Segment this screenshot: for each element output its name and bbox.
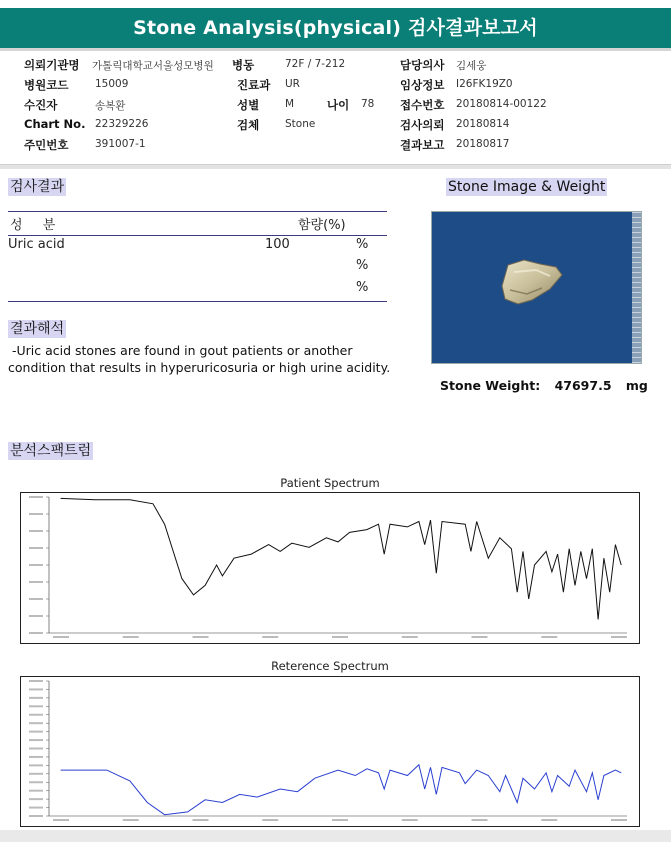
row2-unit: % xyxy=(356,258,369,273)
row1-value: 100 xyxy=(265,237,290,252)
y-tick-label xyxy=(29,680,43,682)
y-tick-label xyxy=(29,722,43,724)
specimen-value: Stone xyxy=(285,118,316,130)
age-value: 78 xyxy=(361,98,375,110)
report-title-bar xyxy=(0,8,671,48)
weight-unit: mg xyxy=(625,378,648,393)
x-tick-label xyxy=(332,636,348,638)
institution-label: 의뢰기관명 xyxy=(24,58,80,72)
y-tick-label xyxy=(29,773,43,775)
id-no-value: 391007-1 xyxy=(95,138,146,150)
reference-spectrum-plot xyxy=(21,677,639,826)
x-tick-label xyxy=(262,819,278,821)
specimen-label: 검체 xyxy=(237,118,260,132)
section-divider xyxy=(0,164,671,169)
y-tick-label xyxy=(29,781,43,783)
clinical-info-value: I26FK19Z0 xyxy=(456,78,513,90)
institution-value: 가톨릭대학교서울성모병원 xyxy=(92,60,214,72)
y-tick-label xyxy=(29,530,43,532)
y-tick-label xyxy=(29,731,43,733)
receipt-no-value: 20180814-00122 xyxy=(456,98,547,110)
x-tick-label xyxy=(123,636,139,638)
weight-label: Stone Weight: xyxy=(440,378,541,393)
x-tick-label xyxy=(123,819,139,821)
interpretation-line-1: -Uric acid stones are found in gout patients or another xyxy=(8,343,353,358)
sex-label: 성별 xyxy=(237,98,260,112)
y-tick-label xyxy=(29,705,43,707)
results-title: 검사결과 xyxy=(10,179,65,195)
title-shadow xyxy=(0,48,671,51)
x-tick-label xyxy=(611,636,627,638)
y-tick-label xyxy=(29,496,43,498)
spectrum-trace xyxy=(61,498,622,619)
hospital-code-label: 병원코드 xyxy=(24,78,69,92)
interpretation-title: 결과해석 xyxy=(10,321,65,337)
doctor-value: 김세웅 xyxy=(456,60,487,72)
patient-info-block xyxy=(0,54,671,162)
y-tick-label xyxy=(29,564,43,566)
x-tick-label xyxy=(541,636,557,638)
ward-value: 72F / 7-212 xyxy=(285,58,346,70)
table-top-rule xyxy=(8,211,387,212)
y-tick-label xyxy=(29,547,43,549)
y-tick-label xyxy=(29,598,43,600)
table-header-rule xyxy=(8,235,387,236)
x-tick-label xyxy=(53,819,69,821)
patient-spectrum-chart xyxy=(20,492,640,644)
patient-value: 송복환 xyxy=(95,100,126,112)
interpretation-text xyxy=(8,342,408,376)
y-tick-label xyxy=(29,581,43,583)
table-bottom-rule xyxy=(8,301,387,302)
chart-no-label: Chart No. xyxy=(24,117,86,131)
y-tick-label xyxy=(29,790,43,792)
y-tick-label xyxy=(29,807,43,809)
x-tick-label xyxy=(472,636,488,638)
request-date-label: 검사의뢰 xyxy=(400,118,445,132)
chart-no-value: 22329226 xyxy=(95,118,149,130)
x-tick-label xyxy=(611,819,627,821)
stone-illustration xyxy=(432,212,642,364)
x-tick-label xyxy=(402,819,418,821)
x-tick-label xyxy=(541,819,557,821)
stone-weight xyxy=(440,378,648,393)
stone-image-title: Stone Image & Weight xyxy=(448,179,606,195)
row1-unit: % xyxy=(356,237,369,252)
hospital-code-value: 15009 xyxy=(95,78,129,90)
report-date-value: 20180817 xyxy=(456,138,510,150)
content-header: 함량(%) xyxy=(298,218,346,233)
x-tick-label xyxy=(332,819,348,821)
y-tick-label xyxy=(29,739,43,741)
ward-label: 병동 xyxy=(232,58,255,72)
component-header: 성 분 xyxy=(10,218,64,233)
sex-value: M xyxy=(285,98,295,110)
request-date-value: 20180814 xyxy=(456,118,510,130)
y-tick-label xyxy=(29,615,43,617)
y-tick-label xyxy=(29,815,43,817)
y-tick-label xyxy=(29,764,43,766)
clinical-info-label: 임상정보 xyxy=(400,78,445,92)
x-tick-label xyxy=(193,636,209,638)
x-tick-label xyxy=(402,636,418,638)
age-label: 나이 xyxy=(327,98,350,112)
y-tick-label xyxy=(29,798,43,800)
department-value: UR xyxy=(285,78,300,90)
y-tick-label xyxy=(29,756,43,758)
scale-ruler xyxy=(632,212,641,363)
y-tick-label xyxy=(29,632,43,634)
x-tick-label xyxy=(472,819,488,821)
x-tick-label xyxy=(193,819,209,821)
id-no-label: 주민번호 xyxy=(24,138,69,152)
doctor-label: 담당의사 xyxy=(400,58,445,72)
report-date-label: 결과보고 xyxy=(400,138,445,152)
row1-component: Uric acid xyxy=(8,237,65,252)
reference-spectrum-chart xyxy=(20,676,640,827)
receipt-no-label: 접수번호 xyxy=(400,98,445,112)
patient-label: 수진자 xyxy=(24,98,58,112)
report-title: Stone Analysis(physical) 검사결과보고서 xyxy=(133,17,538,39)
department-label: 진료과 xyxy=(237,78,271,92)
patient-spectrum-title: Patient Spectrum xyxy=(280,476,380,490)
x-tick-label xyxy=(53,636,69,638)
patient-spectrum-plot xyxy=(21,493,639,643)
y-tick-label xyxy=(29,513,43,515)
y-tick-label xyxy=(29,697,43,699)
row3-unit: % xyxy=(356,280,369,295)
spectrum-axes xyxy=(49,681,627,816)
page-bottom-band xyxy=(0,830,671,842)
y-tick-label xyxy=(29,688,43,690)
spectrum-section-title: 분석스팩트럼 xyxy=(10,443,92,459)
y-tick-label xyxy=(29,748,43,750)
weight-value: 47697.5 xyxy=(554,378,612,393)
x-tick-label xyxy=(262,636,278,638)
interpretation-line-2: condition that results in hyperuricosuria or high urine acidity. xyxy=(8,360,391,375)
y-tick-label xyxy=(29,714,43,716)
spectrum-trace xyxy=(61,765,622,815)
spectrum-axes xyxy=(49,497,627,633)
stone-photo xyxy=(431,211,642,364)
reference-spectrum-title: Reterence Spectrum xyxy=(271,659,389,673)
